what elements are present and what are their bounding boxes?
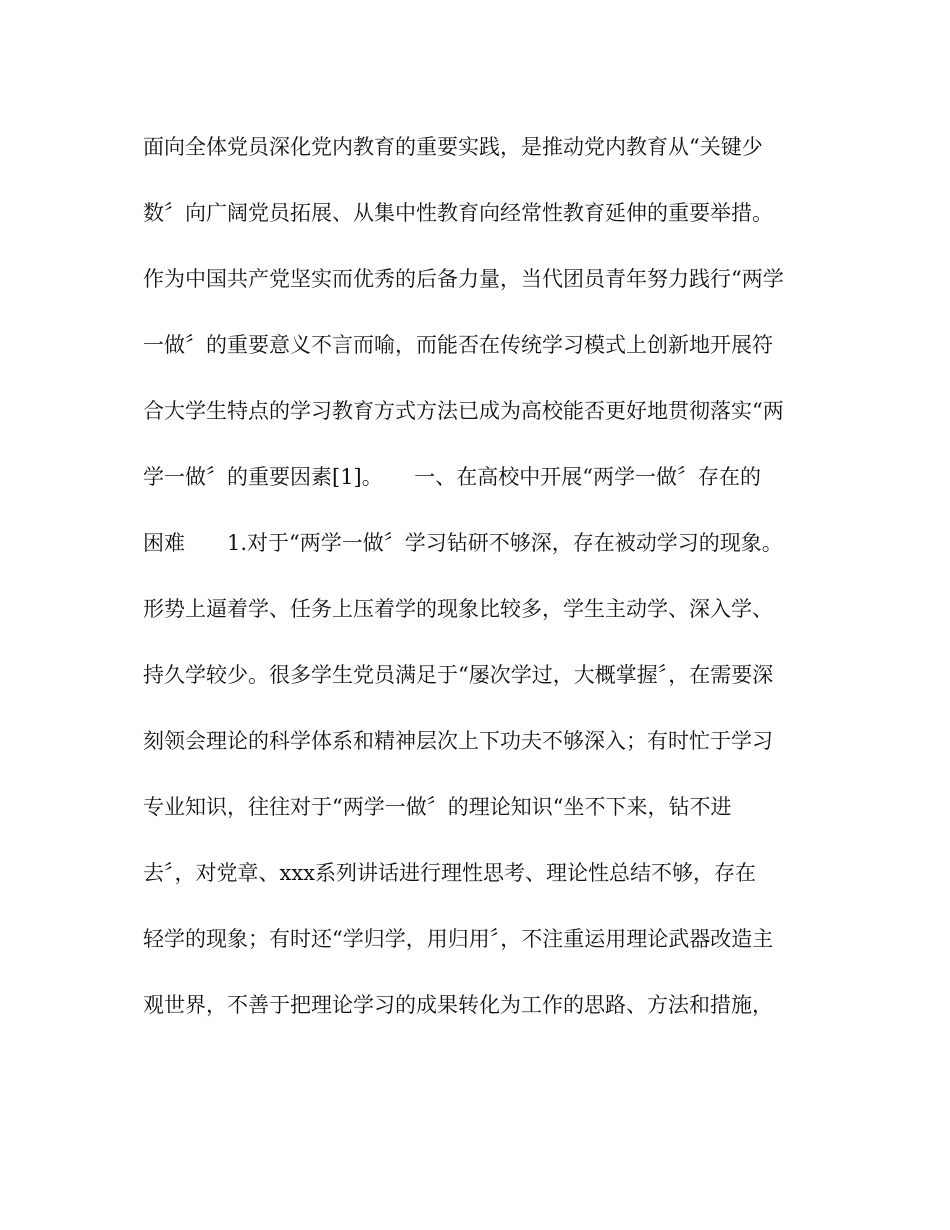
text-line: 学一做〞的重要因素[1]。 一、在高校中开展“两学一做〞存在的 bbox=[143, 465, 761, 489]
text-line: 面向全体党员深化党内教育的重要实践，是推动党内教育从“关键少 bbox=[143, 135, 763, 159]
text-line: 专业知识，往往对于“两学一做〞的理论知识“坐不下来，钻不进 bbox=[143, 795, 732, 819]
text-line: 合大学生特点的学习教育方式方法已成为高校能否更好地贯彻落实“两 bbox=[143, 399, 784, 423]
text-line: 轻学的现象；有时还“学归学，用归用〞，不注重运用理论武器改造主 bbox=[143, 927, 774, 951]
text-line: 一做〞的重要意义不言而喻，而能否在传统学习模式上创新地开展符 bbox=[143, 333, 773, 357]
text-line: 刻领会理论的科学体系和精神层次上下功夫不够深入；有时忙于学习 bbox=[143, 729, 773, 753]
text-line: 观世界，不善于把理论学习的成果转化为工作的思路、方法和措施， bbox=[143, 993, 773, 1017]
body-text bbox=[143, 122, 823, 1046]
text-line: 作为中国共产党坚实而优秀的后备力量，当代团员青年努力践行“两学 bbox=[143, 267, 784, 291]
text-line: 形势上逼着学、任务上压着学的现象比较多，学生主动学、深入学、 bbox=[143, 597, 773, 621]
text-line: 持久学较少。很多学生党员满足于“屡次学过，大概掌握〞，在需要深 bbox=[143, 663, 774, 687]
text-line: 困难 1.对于“两学一做〞学习钻研不够深，存在被动学习的现象。 bbox=[143, 531, 783, 555]
text-line: 去〞，对党章、xxx系列讲话进行理性思考、理论性总结不够，存在 bbox=[143, 861, 757, 885]
text-line: 数〞向广阔党员拓展、从集中性教育向经常性教育延伸的重要举措。 bbox=[143, 201, 773, 225]
